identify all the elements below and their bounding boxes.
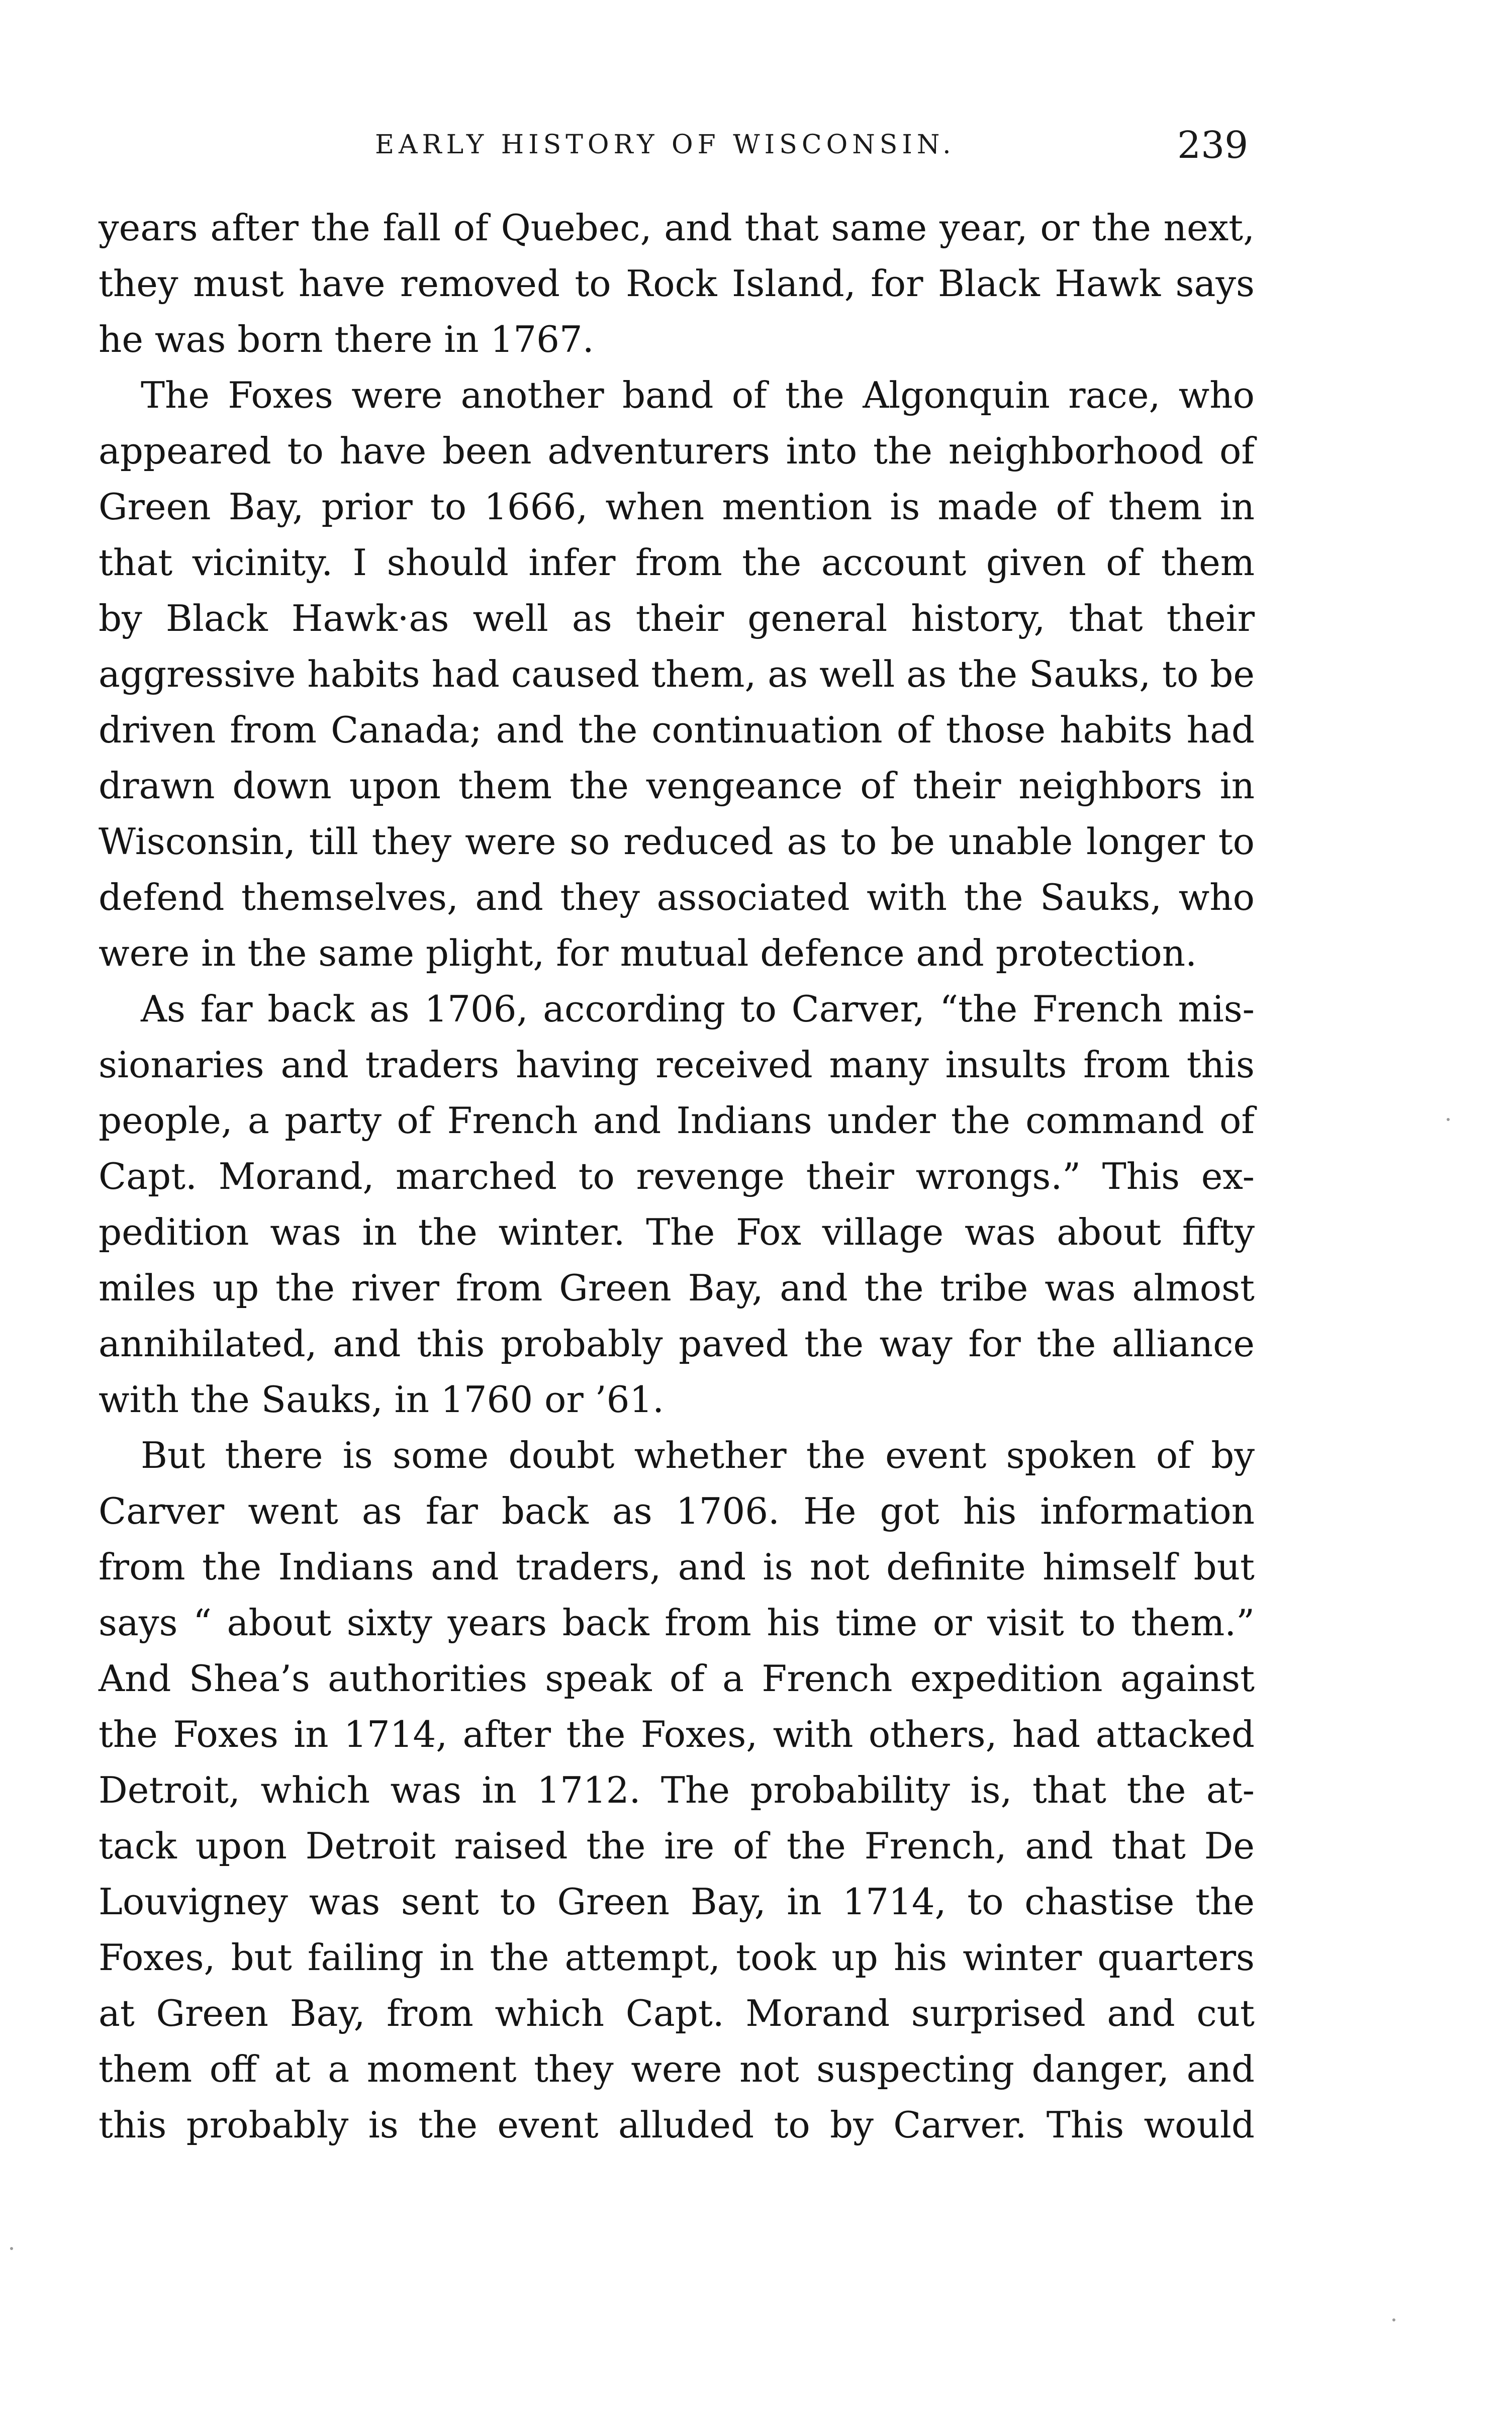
text-line: by Black Hawk·as well as their general history, that their — [99, 597, 1255, 639]
paper-speck — [1392, 2318, 1395, 2321]
text-line: they must have removed to Rock Island, for Black Hawk says — [99, 262, 1255, 305]
text-line: he was born there in 1767. — [99, 318, 594, 360]
text-line: with the Sauks, in 1760 or ’61. — [99, 1378, 665, 1421]
text-line: Detroit, which was in 1712. The probability is, that the at- — [99, 1769, 1255, 1811]
text-line: Foxes, but failing in the attempt, took up his winter quarters — [99, 1936, 1255, 1979]
text-line: says “ about sixty years back from his time or visit to them.” — [99, 1602, 1255, 1644]
text-line: Carver went as far back as 1706. He got his information — [99, 1490, 1255, 1532]
text-line: Capt. Morand, marched to revenge their wrongs.” This ex- — [99, 1155, 1255, 1197]
text-line: annihilated, and this probably paved the way for the alliance — [99, 1323, 1255, 1365]
text-line: aggressive habits had caused them, as well as the Sauks, to be — [99, 653, 1255, 695]
text-line: from the Indians and traders, and is not definite himself but — [99, 1546, 1255, 1588]
text-line: sionaries and traders having received many insults from this — [99, 1044, 1255, 1086]
text-line: And Shea’s authorities speak of a French expedition against — [99, 1657, 1255, 1700]
running-title: EARLY HISTORY OF WISCONSIN. — [375, 130, 956, 160]
paragraph — [99, 367, 1255, 981]
text-line: this probably is the event alluded to by Carver. This would — [99, 2104, 1255, 2146]
text-line: years after the fall of Quebec, and that same year, or the next, — [99, 207, 1255, 249]
text-line: were in the same plight, for mutual defence and protection. — [99, 932, 1197, 974]
paper-speck — [10, 2247, 13, 2250]
text-line: at Green Bay, from which Capt. Morand surprised and cut — [99, 1992, 1255, 2034]
paragraph — [99, 1428, 1255, 2153]
text-line: Green Bay, prior to 1666, when mention is made of them in — [99, 486, 1255, 528]
paper-speck — [1447, 1118, 1450, 1121]
text-line: that vicinity. I should infer from the account given of them — [99, 541, 1255, 584]
text-line: people, a party of French and Indians under the command of — [99, 1099, 1255, 1142]
text-line: appeared to have been adventurers into the neighborhood of — [99, 430, 1255, 472]
text-line: But there is some doubt whether the event spoken of by — [141, 1434, 1255, 1476]
running-head — [99, 124, 1255, 170]
paragraph — [99, 200, 1255, 367]
text-line: The Foxes were another band of the Algonquin race, who — [141, 374, 1255, 416]
text-line: them off at a moment they were not suspecting danger, and — [99, 2048, 1255, 2090]
text-line: miles up the river from Green Bay, and the tribe was almost — [99, 1267, 1255, 1309]
text-line: the Foxes in 1714, after the Foxes, with others, had attacked — [99, 1713, 1255, 1755]
text-line: drawn down upon them the vengeance of their neighbors in — [99, 765, 1255, 807]
text-line: driven from Canada; and the continuation of those habits had — [99, 709, 1255, 751]
text-line: Wisconsin, till they were so reduced as to be unable longer to — [99, 820, 1255, 863]
text-line: tack upon Detroit raised the ire of the French, and that De — [99, 1825, 1255, 1867]
text-line: defend themselves, and they associated with the Sauks, who — [99, 876, 1255, 918]
paragraph — [99, 981, 1255, 1428]
text-line: As far back as 1706, according to Carver, “the French mis- — [141, 988, 1255, 1030]
text-line: pedition was in the winter. The Fox village was about fifty — [99, 1211, 1255, 1253]
body-text — [99, 200, 1255, 2153]
text-line: Louvigney was sent to Green Bay, in 1714, to chastise the — [99, 1881, 1255, 1923]
page-number: 239 — [1177, 124, 1249, 167]
